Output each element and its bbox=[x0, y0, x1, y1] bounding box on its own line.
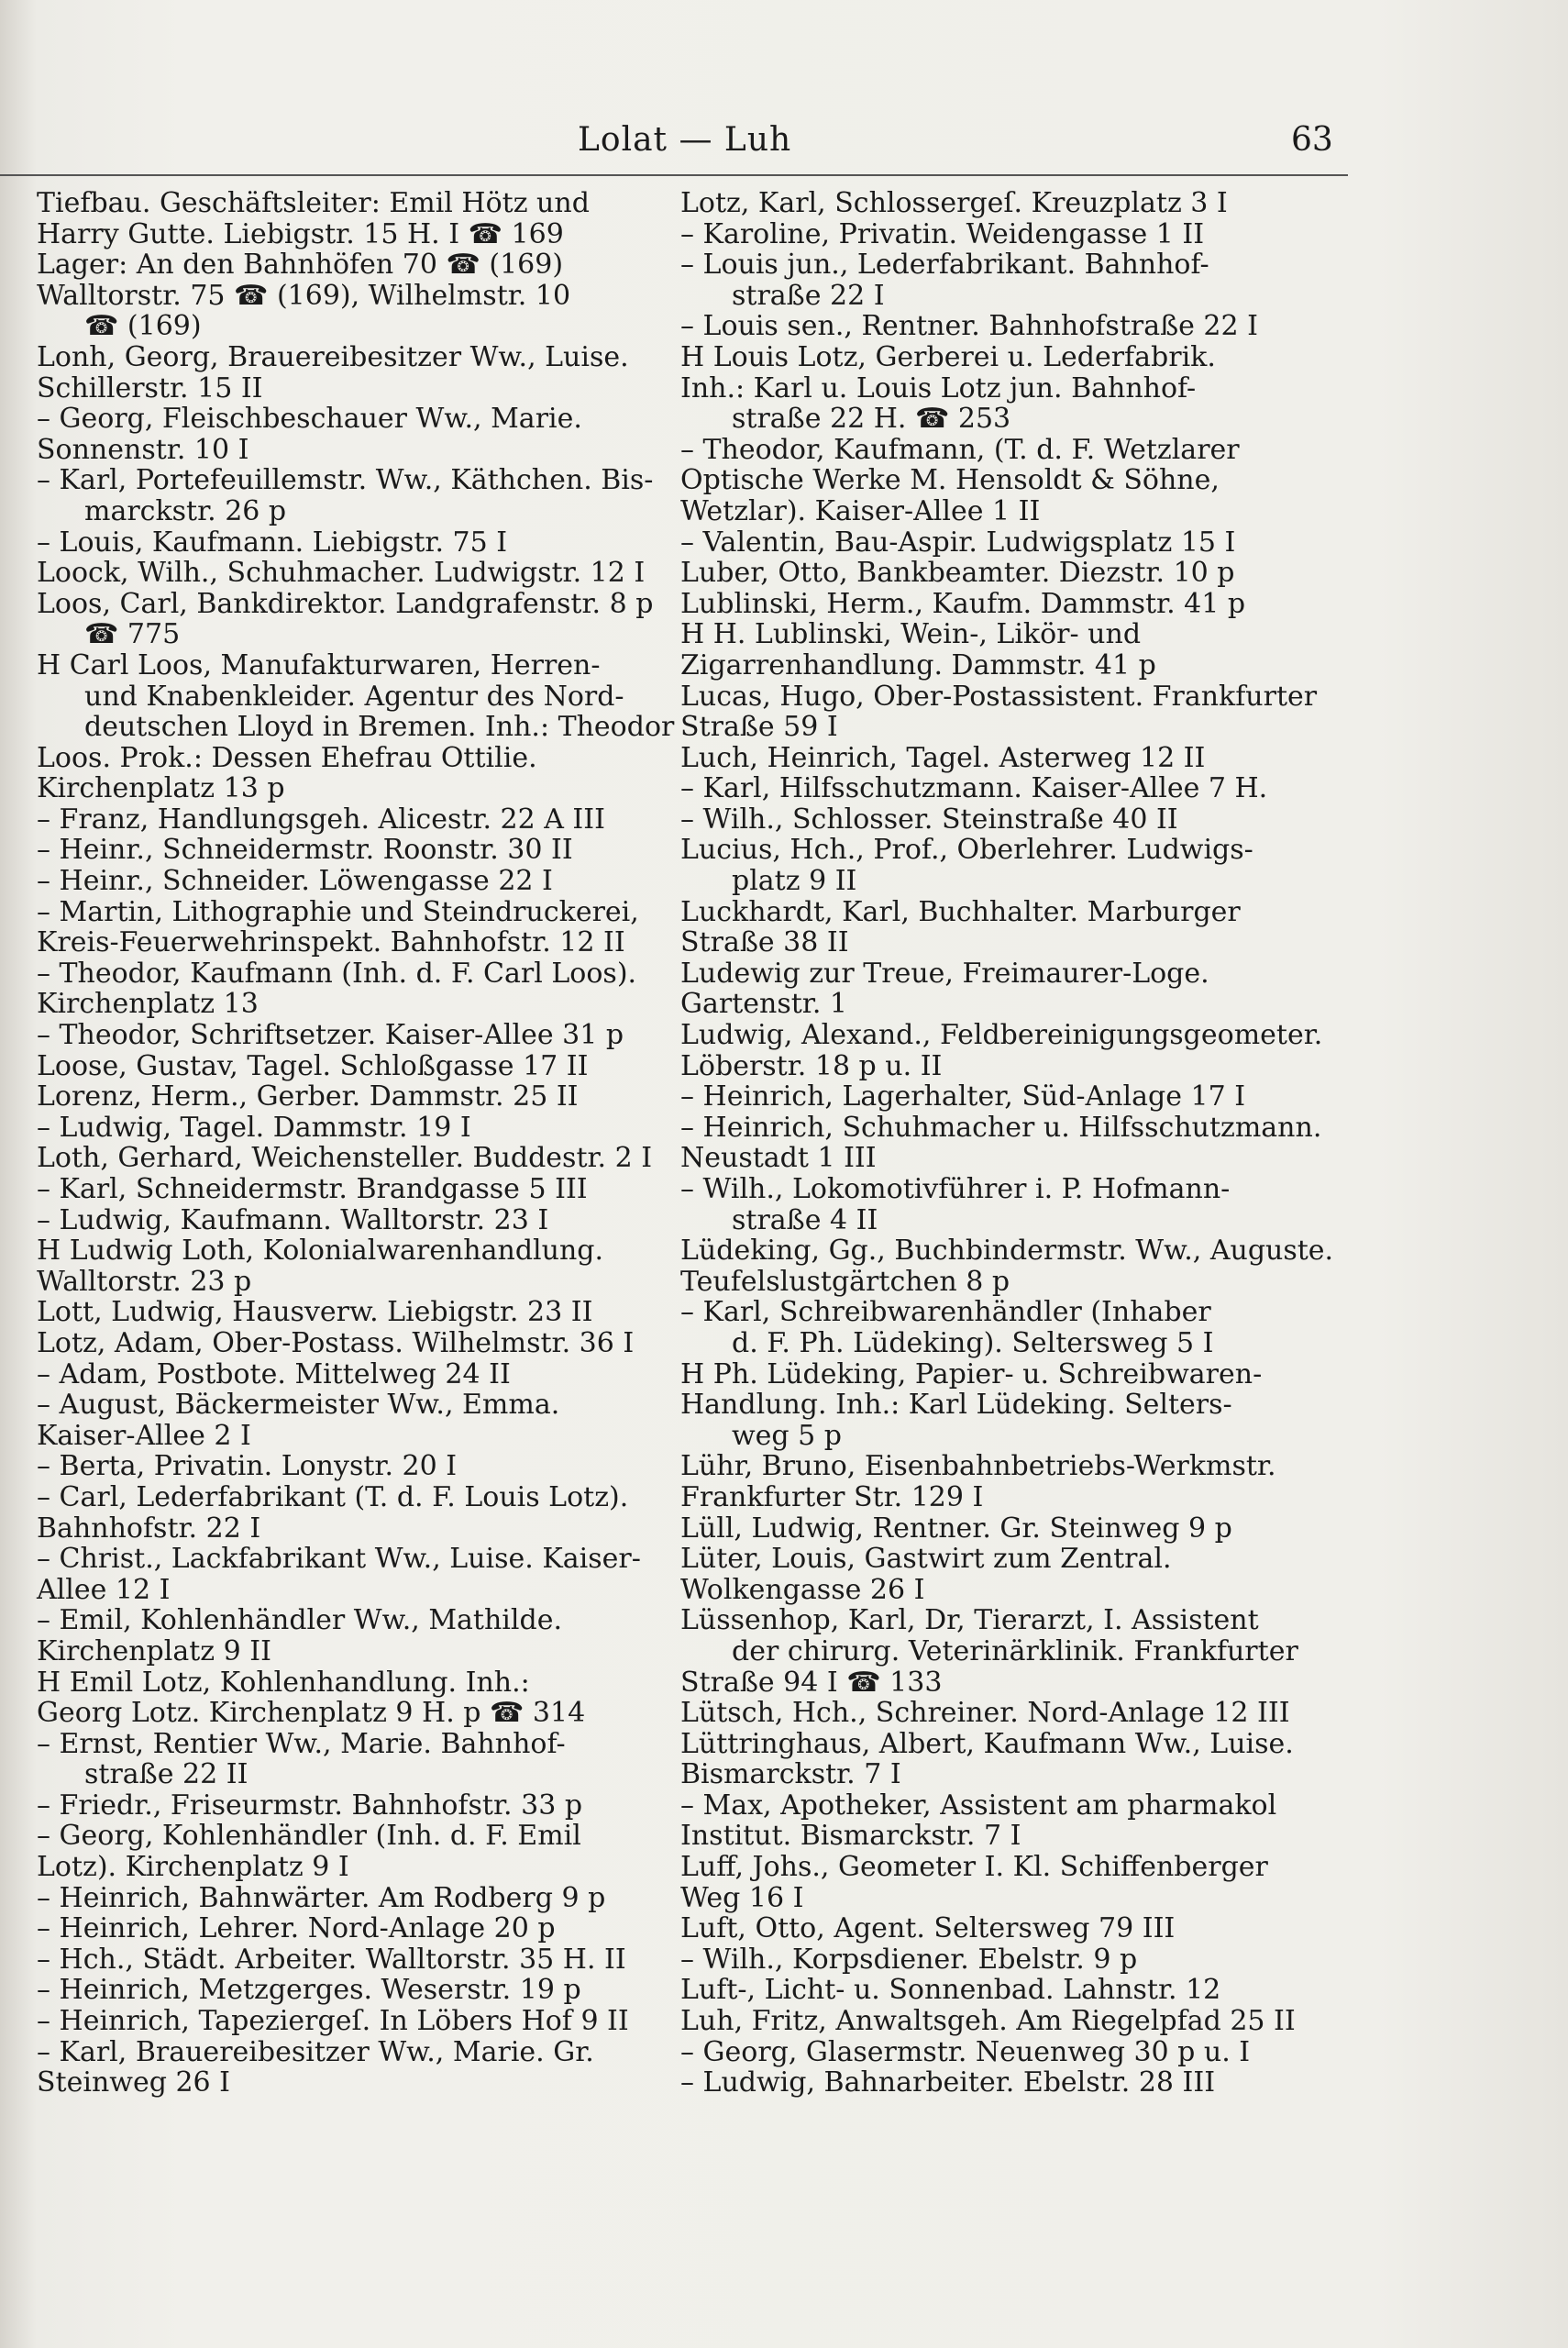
directory-line: Bismarckstr. 7 I bbox=[680, 1758, 901, 1791]
directory-line: H H. Lublinski, Wein-, Likör- und bbox=[680, 618, 1142, 651]
directory-line: – Hch., Städt. Arbeiter. Walltorstr. 35 H. II bbox=[37, 1943, 626, 1976]
directory-line: Harry Gutte. Liebigstr. 15 H. I ☎ 169 bbox=[37, 217, 564, 250]
directory-line: – Emil, Kohlenhändler Ww., Mathilde. bbox=[37, 1604, 562, 1637]
directory-line: – Theodor, Kaufmann, (T. d. F. Wetzlarer bbox=[680, 433, 1240, 466]
directory-line: Kirchenplatz 13 p bbox=[37, 772, 285, 805]
directory-line: Sonnenstr. 10 I bbox=[37, 433, 249, 466]
directory-line: – Georg, Kohlenhändler (Inh. d. F. Emil bbox=[37, 1820, 581, 1853]
directory-line: – Heinrich, Bahnwärter. Am Rodberg 9 p bbox=[37, 1881, 606, 1914]
page-number: 63 bbox=[1291, 121, 1333, 159]
directory-line: – Heinr., Schneidermstr. Roonstr. 30 II bbox=[37, 834, 573, 867]
directory-line: Gartenstr. 1 bbox=[680, 988, 847, 1021]
directory-line: Lotz, Karl, Schlossergeſ. Kreuzplatz 3 I bbox=[680, 187, 1228, 219]
directory-line: Wetzlar). Kaiser-Allee 1 II bbox=[680, 494, 1041, 527]
directory-line: d. F. Ph. Lüdeking). Seltersweg 5 I bbox=[732, 1326, 1214, 1359]
directory-line: Walltorstr. 23 p bbox=[37, 1265, 252, 1298]
directory-line: – Ernst, Rentier Ww., Marie. Bahnhof- bbox=[37, 1727, 566, 1760]
directory-line: Georg Lotz. Kirchenplatz 9 H. p ☎ 314 bbox=[37, 1697, 586, 1730]
directory-line: Institut. Bismarckstr. 7 I bbox=[680, 1820, 1021, 1853]
directory-line: Luh, Fritz, Anwaltsgeh. Am Riegelpfad 25 II bbox=[680, 2005, 1296, 2038]
directory-line: – Max, Apotheker, Assistent am pharmakol bbox=[680, 1789, 1277, 1822]
directory-line: Kirchenplatz 9 II bbox=[37, 1634, 271, 1667]
directory-line: Frankfurter Str. 129 I bbox=[680, 1480, 984, 1513]
directory-line: Zigarrenhandlung. Dammstr. 41 p bbox=[680, 648, 1156, 681]
directory-line: deutschen Lloyd in Bremen. Inh.: Theodor bbox=[84, 711, 675, 744]
directory-line: H Ph. Lüdeking, Papier- u. Schreibwaren- bbox=[680, 1357, 1263, 1390]
directory-line: – Heinrich, Metzgerges. Weserstr. 19 p bbox=[37, 1974, 581, 2007]
directory-line: Lager: An den Bahnhöfen 70 ☎ (169) bbox=[37, 249, 564, 282]
directory-line: Luckhardt, Karl, Buchhalter. Marburger bbox=[680, 895, 1241, 928]
directory-line: Lublinski, Herm., Kaufm. Dammstr. 41 p bbox=[680, 587, 1246, 620]
directory-line: Loose, Gustav, Tagel. Schloßgasse 17 II bbox=[37, 1049, 589, 1082]
directory-line: Lüll, Ludwig, Rentner. Gr. Steinweg 9 p bbox=[680, 1512, 1232, 1545]
directory-line: – Theodor, Schriftsetzer. Kaiser-Allee 31 p bbox=[37, 1019, 624, 1052]
directory-line: Lüter, Louis, Gastwirt zum Zentral. bbox=[680, 1543, 1172, 1576]
directory-line: – Carl, Lederfabrikant (T. d. F. Louis Lotz). bbox=[37, 1480, 629, 1513]
directory-line: Löberstr. 18 p u. II bbox=[680, 1049, 943, 1082]
directory-line: – Louis, Kaufmann. Liebigstr. 75 I bbox=[37, 526, 508, 559]
directory-line: Ludwig, Alexand., Feldbereinigungsgeometer. bbox=[680, 1019, 1323, 1052]
directory-line: Teufelslustgärtchen 8 p bbox=[680, 1265, 1010, 1298]
directory-line: – Karl, Portefeuillemstr. Ww., Käthchen. Bis- bbox=[37, 464, 654, 497]
directory-line: – Karl, Brauereibesitzer Ww., Marie. Gr. bbox=[37, 2035, 594, 2068]
directory-line: Kaiser-Allee 2 I bbox=[37, 1419, 251, 1452]
directory-line: Tiefbau. Geschäftsleiter: Emil Hötz und bbox=[37, 187, 590, 219]
directory-line: Walltorstr. 75 ☎ (169), Wilhelmstr. 10 bbox=[37, 279, 571, 312]
directory-line: – Christ., Lackfabrikant Ww., Luise. Kaiser- bbox=[37, 1543, 641, 1576]
directory-line: Straße 94 I ☎ 133 bbox=[680, 1666, 943, 1699]
directory-line: Weg 16 I bbox=[680, 1881, 804, 1914]
directory-line: der chirurg. Veterinärklinik. Frankfurter bbox=[732, 1634, 1298, 1667]
directory-line: – Georg, Glasermstr. Neuenweg 30 p u. I bbox=[680, 2035, 1251, 2068]
right-column bbox=[680, 187, 1334, 2099]
directory-line: Handlung. Inh.: Karl Lüdeking. Selters- bbox=[680, 1389, 1232, 1422]
directory-line: – Wilh., Korpsdiener. Ebelstr. 9 p bbox=[680, 1943, 1138, 1976]
directory-line: marckstr. 26 p bbox=[84, 494, 287, 527]
directory-line: Straße 59 I bbox=[680, 711, 838, 744]
directory-line: Lütsch, Hch., Schreiner. Nord-Anlage 12 III bbox=[680, 1697, 1290, 1730]
directory-line: Lüssenhop, Karl, Dr, Tierarzt, I. Assistent bbox=[680, 1604, 1259, 1637]
directory-line: Lüdeking, Gg., Buchbindermstr. Ww., Auguste. bbox=[680, 1235, 1334, 1268]
directory-line: – Friedr., Friseurmstr. Bahnhofstr. 33 p bbox=[37, 1789, 583, 1822]
directory-line: Luber, Otto, Bankbeamter. Diezstr. 10 p bbox=[680, 557, 1235, 590]
directory-line: Schillerstr. 15 II bbox=[37, 371, 263, 404]
directory-line: – Franz, Handlungsgeh. Alicestr. 22 A III bbox=[37, 803, 605, 836]
directory-line: – Martin, Lithographie und Steindruckerei, bbox=[37, 895, 639, 928]
directory-line: Lott, Ludwig, Hausverw. Liebigstr. 23 II bbox=[37, 1296, 593, 1329]
directory-line: H Louis Lotz, Gerberei u. Lederfabrik. bbox=[680, 340, 1216, 373]
directory-line: Neustadt 1 III bbox=[680, 1142, 877, 1175]
directory-line: H Ludwig Loth, Kolonialwarenhandlung. bbox=[37, 1235, 604, 1268]
directory-line: Loock, Wilh., Schuhmacher. Ludwigstr. 12 I bbox=[37, 557, 646, 590]
directory-line: Optische Werke M. Hensoldt & Söhne, bbox=[680, 464, 1220, 497]
directory-line: platz 9 II bbox=[732, 865, 857, 898]
directory-line: Luff, Johs., Geometer I. Kl. Schiffenberger bbox=[680, 1851, 1268, 1884]
directory-line: – Karl, Hilfsschutzmann. Kaiser-Allee 7 H. bbox=[680, 772, 1268, 805]
directory-line: Lorenz, Herm., Gerber. Dammstr. 25 II bbox=[37, 1080, 579, 1113]
directory-line: Allee 12 I bbox=[37, 1573, 171, 1606]
directory-line: – Karoline, Privatin. Weidengasse 1 II bbox=[680, 217, 1205, 250]
running-head: Lolat — Luh bbox=[578, 121, 792, 159]
directory-line: – Heinrich, Tapeziergeſ. In Löbers Hof 9 II bbox=[37, 2005, 629, 2038]
directory-line: – Louis jun., Lederfabrikant. Bahnhof- bbox=[680, 249, 1209, 282]
directory-line: – Heinrich, Lagerhalter, Süd-Anlage 17 I bbox=[680, 1080, 1246, 1113]
directory-line: straße 22 II bbox=[84, 1758, 248, 1791]
directory-line: weg 5 p bbox=[732, 1419, 842, 1452]
directory-line: – Wilh., Lokomotivführer i. P. Hofmann- bbox=[680, 1173, 1231, 1205]
directory-line: Kreis-Feuerwehrinspekt. Bahnhofstr. 12 II bbox=[37, 926, 625, 959]
directory-line: Straße 38 II bbox=[680, 926, 849, 959]
directory-line: – Valentin, Bau-Aspir. Ludwigsplatz 15 I bbox=[680, 526, 1236, 559]
left-column bbox=[37, 188, 720, 2099]
directory-line: – Heinrich, Lehrer. Nord-Anlage 20 p bbox=[37, 1912, 556, 1945]
directory-line: – Heinr., Schneider. Löwengasse 22 I bbox=[37, 865, 553, 898]
directory-line: Loth, Gerhard, Weichensteller. Buddestr. 2 I bbox=[37, 1142, 653, 1175]
directory-line: – Karl, Schneidermstr. Brandgasse 5 III bbox=[37, 1173, 588, 1205]
directory-line: – Louis sen., Rentner. Bahnhofstraße 22 I bbox=[680, 310, 1258, 343]
directory-line: Steinweg 26 I bbox=[37, 2066, 231, 2099]
directory-line: Wolkengasse 26 I bbox=[680, 1573, 925, 1606]
directory-line: Bahnhofstr. 22 I bbox=[37, 1512, 261, 1545]
directory-line: – Ludwig, Kaufmann. Walltorstr. 23 I bbox=[37, 1203, 549, 1236]
directory-line: H Carl Loos, Manufakturwaren, Herren- bbox=[37, 648, 601, 681]
directory-line: Lotz). Kirchenplatz 9 I bbox=[37, 1851, 349, 1884]
directory-line: Lotz, Adam, Ober-Postass. Wilhelmstr. 36 I bbox=[37, 1326, 635, 1359]
directory-line: straße 22 H. ☎ 253 bbox=[732, 403, 1011, 436]
directory-line: – Ludwig, Tagel. Dammstr. 19 I bbox=[37, 1111, 471, 1144]
directory-line: Luft-, Licht- u. Sonnenbad. Lahnstr. 12 bbox=[680, 1974, 1221, 2007]
directory-line: – Berta, Privatin. Lonystr. 20 I bbox=[37, 1450, 458, 1483]
directory-line: – Wilh., Schlosser. Steinstraße 40 II bbox=[680, 803, 1178, 836]
header-rule bbox=[0, 174, 1348, 176]
directory-line: – Karl, Schreibwarenhändler (Inhaber bbox=[680, 1296, 1211, 1329]
directory-line: – August, Bäckermeister Ww., Emma. bbox=[37, 1389, 560, 1422]
directory-line: – Theodor, Kaufmann (Inh. d. F. Carl Loos). bbox=[37, 957, 637, 990]
directory-line: Lucas, Hugo, Ober-Postassistent. Frankfurter bbox=[680, 680, 1318, 713]
directory-line: Ludewig zur Treue, Freimaurer-Loge. bbox=[680, 957, 1209, 990]
page-header bbox=[0, 108, 1568, 182]
directory-line: Kirchenplatz 13 bbox=[37, 988, 259, 1021]
directory-line: Lüttringhaus, Albert, Kaufmann Ww., Luise. bbox=[680, 1727, 1294, 1760]
directory-line: Luch, Heinrich, Tagel. Asterweg 12 II bbox=[680, 741, 1206, 774]
directory-line: straße 22 I bbox=[732, 279, 885, 312]
directory-line: – Ludwig, Bahnarbeiter. Ebelstr. 28 III bbox=[680, 2066, 1216, 2099]
directory-line: ☎ 775 bbox=[84, 618, 181, 651]
directory-line: – Adam, Postbote. Mittelweg 24 II bbox=[37, 1357, 511, 1390]
directory-line: Lonh, Georg, Brauereibesitzer Ww., Luise. bbox=[37, 340, 629, 373]
directory-line: H Emil Lotz, Kohlenhandlung. Inh.: bbox=[37, 1666, 530, 1699]
directory-line: Loos. Prok.: Dessen Ehefrau Ottilie. bbox=[37, 741, 537, 774]
directory-line: straße 4 II bbox=[732, 1203, 878, 1236]
directory-line: ☎ (169) bbox=[84, 310, 202, 343]
directory-line: Lühr, Bruno, Eisenbahnbetriebs-Werkmstr. bbox=[680, 1450, 1276, 1483]
directory-line: – Heinrich, Schuhmacher u. Hilfsschutzmann. bbox=[680, 1111, 1322, 1144]
directory-line: Luft, Otto, Agent. Seltersweg 79 III bbox=[680, 1912, 1176, 1945]
directory-line: Loos, Carl, Bankdirektor. Landgrafenstr. 8 p bbox=[37, 587, 654, 620]
directory-line: Inh.: Karl u. Louis Lotz jun. Bahnhof- bbox=[680, 371, 1197, 404]
directory-line: – Georg, Fleischbeschauer Ww., Marie. bbox=[37, 403, 582, 436]
directory-line: und Knabenkleider. Agentur des Nord- bbox=[84, 680, 624, 713]
directory-line: Lucius, Hch., Prof., Oberlehrer. Ludwigs- bbox=[680, 834, 1253, 867]
